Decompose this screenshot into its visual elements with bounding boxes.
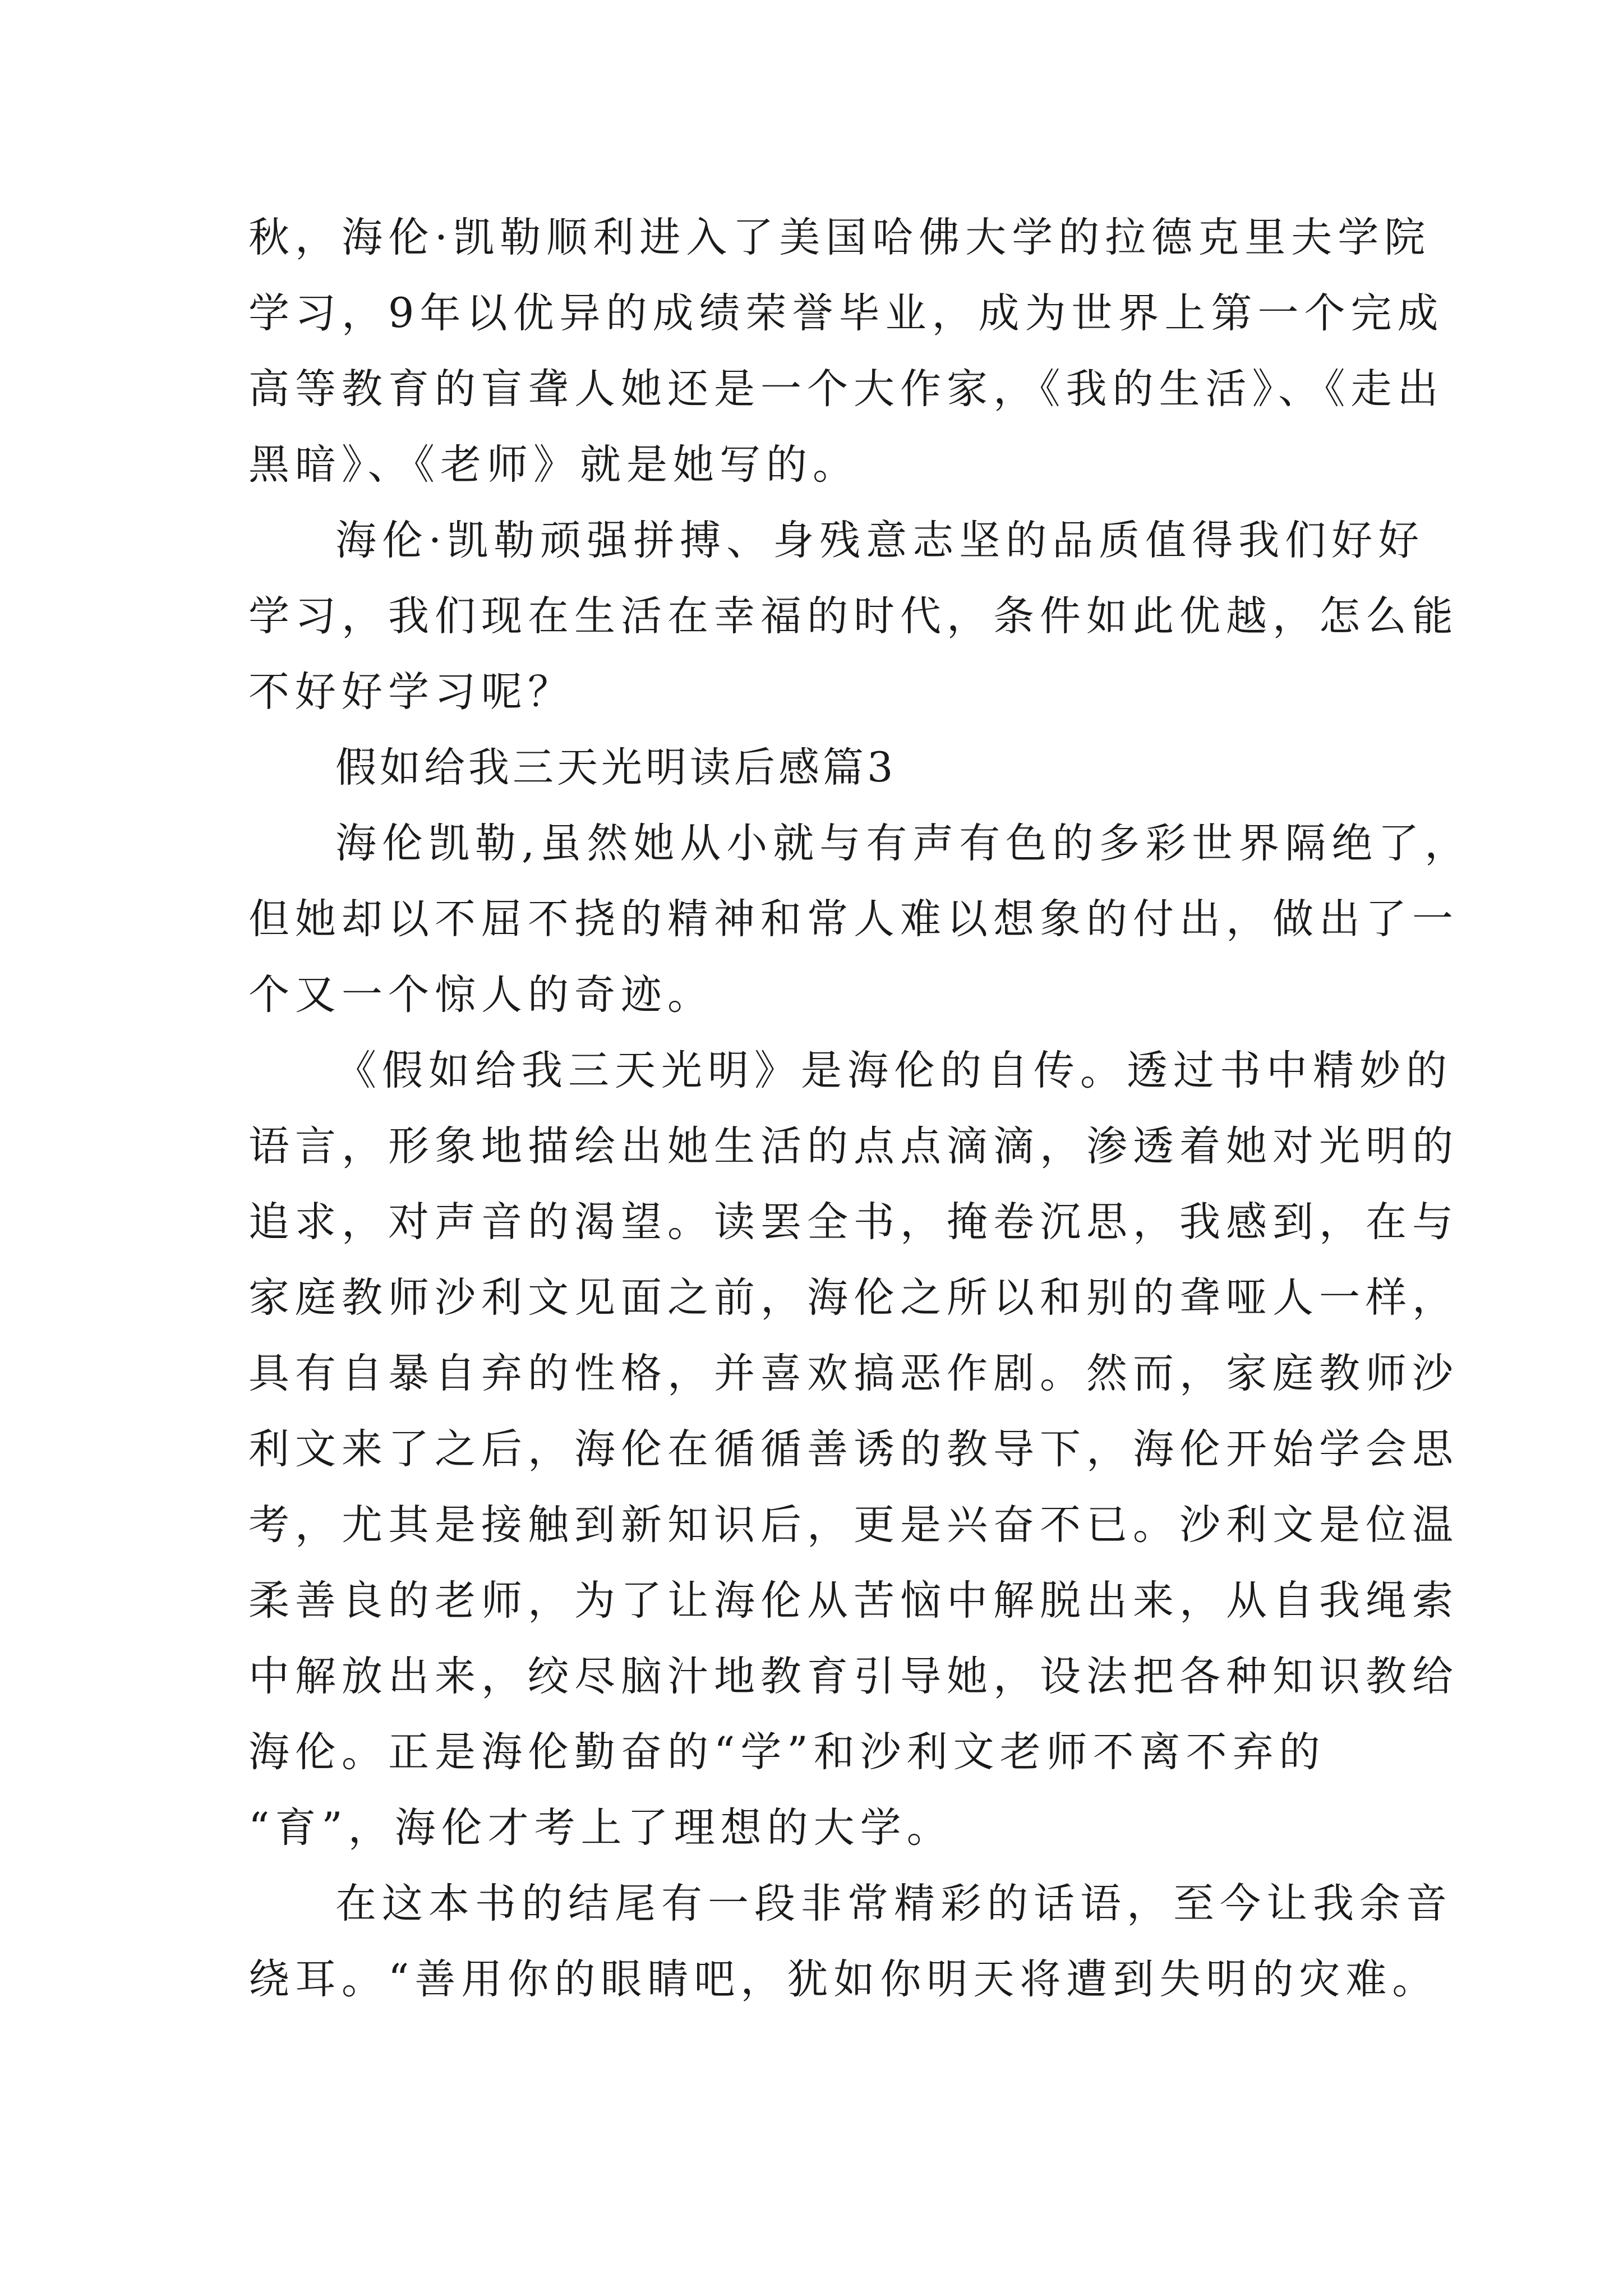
section-heading: 假如给我三天光明读后感篇3	[335, 744, 897, 792]
text-line: 海伦凯勒,虽然她从小就与有声有色的多彩世界隔绝了，	[335, 820, 1472, 867]
text-line: 柔善良的老师，为了让海伦从苦恼中解脱出来，从自我绳索	[248, 1577, 1459, 1625]
text-line: 具有自暴自弃的性格，并喜欢搞恶作剧。然而，家庭教师沙	[248, 1350, 1459, 1397]
text-line: 《假如给我三天光明》是海伦的自传。透过书中精妙的	[335, 1047, 1453, 1094]
text-line: 个又一个惊人的奇迹。	[248, 971, 714, 1019]
text-line: 海伦·凯勒顽强拼搏、身残意志坚的品质值得我们好好	[335, 517, 1425, 564]
text-line: 但她却以不屈不挠的精神和常人难以想象的付出，做出了一	[248, 895, 1459, 943]
text-line: 学习，我们现在生活在幸福的时代，条件如此优越，怎么能	[248, 592, 1459, 640]
text-line: 学习，9年以优异的成绩荣誉毕业，成为世界上第一个完成	[248, 289, 1444, 337]
text-line: 考，尤其是接触到新知识后，更是兴奋不已。沙利文是位温	[248, 1501, 1459, 1549]
text-line: 利文来了之后，海伦在循循善诱的教导下，海伦开始学会思	[248, 1425, 1459, 1473]
text-line: 绕耳。“善用你的眼睛吧，犹如你明天将遭到失明的灾难。	[248, 1955, 1439, 2003]
text-line: 中解放出来，绞尽脑汁地教育引导她，设法把各种知识教给	[248, 1653, 1459, 1700]
text-line: 秋，海伦·凯勒顺利进入了美国哈佛大学的拉德克里夫学院	[248, 214, 1431, 261]
text-line: 黑暗》、《老师》就是她写的。	[248, 441, 859, 489]
text-line: “育”，海伦才考上了理想的大学。	[248, 1804, 953, 1852]
text-line: 家庭教师沙利文见面之前，海伦之所以和别的聋哑人一样，	[248, 1274, 1459, 1322]
text-line: 在这本书的结尾有一段非常精彩的话语，至今让我余音	[335, 1880, 1453, 1927]
text-line: 追求，对声音的渴望。读罢全书，掩卷沉思，我感到，在与	[248, 1198, 1459, 1246]
text-line: 海伦。正是海伦勤奋的“学”和沙利文老师不离不弃的	[248, 1728, 1326, 1776]
text-line: 高等教育的盲聋人她还是一个大作家，《我的生活》、《走出	[248, 365, 1444, 413]
text-line: 语言，形象地描绘出她生活的点点滴滴，渗透着她对光明的	[248, 1122, 1459, 1170]
text-line: 不好好学习呢？	[248, 668, 574, 716]
